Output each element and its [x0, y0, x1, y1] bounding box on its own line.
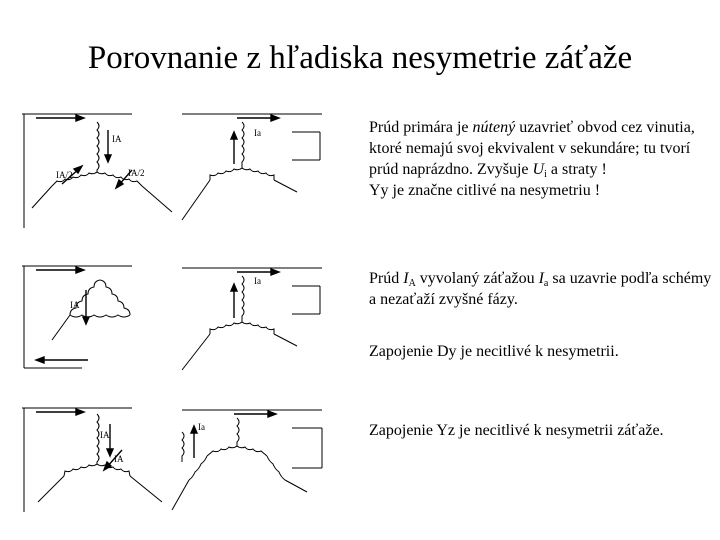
yy-label-ia-half-right: IA/2: [128, 168, 145, 178]
yz-conclusion: Zapojenie Yz je necitlivé k nesymetrii záťaže.: [369, 422, 664, 439]
yz-label-ia-lower: IA: [114, 454, 124, 464]
dy-label-ia: IA: [70, 300, 80, 310]
p2-text-part2: vyvolaný záťažou: [415, 270, 539, 287]
dy-label-ia-secondary: Ia: [254, 276, 261, 286]
yy-label-ia: IA: [112, 134, 122, 144]
p2-ia-subscript: a: [543, 278, 549, 289]
p1-text-part2: uzavrieť obvod cez vinutia, ktoré nemajú svoj ekvivalent v sekundáre; tu tvorí prúd naprázdno. Zvyšuje: [369, 119, 695, 178]
p2-i-symbol: I: [403, 270, 409, 287]
p1-emphasis: nútený: [472, 119, 516, 136]
dy-conclusion: Zapojenie Dy je necitlivé k nesymetrii.: [369, 343, 619, 360]
p2-i-subscript: A: [408, 278, 416, 289]
p1-text-part1: Prúd primára je: [369, 119, 473, 136]
p1-conclusion: Yy je značne citlivé na nesymetriu !: [369, 182, 601, 199]
p2-text-part1: Prúd: [369, 270, 404, 287]
yy-label-ia-half-left: IA/2: [56, 170, 73, 180]
p2-text-part3: sa uzavrie podľa schémy a nezaťaží zvyšné fázy.: [369, 270, 712, 308]
yz-label-ia-upper: IA: [100, 430, 110, 440]
dy-current-description: [369, 268, 719, 310]
dy-connection-diagram: [22, 260, 332, 372]
yz-label-ia-secondary: Ia: [198, 422, 205, 432]
slide-title: Porovnanie z hľadiska nesymetrie záťaže: [87, 40, 633, 76]
p1-u-subscript: i: [544, 169, 547, 180]
yy-connection-diagram: [22, 112, 332, 230]
yy-description: [369, 117, 719, 201]
yz-connection-diagram: [22, 402, 332, 514]
p1-text-part3: a straty !: [546, 161, 607, 178]
p1-u-symbol: U: [532, 161, 545, 178]
p2-ia-symbol: I: [538, 270, 544, 287]
yy-label-ia-secondary: Ia: [254, 128, 261, 138]
